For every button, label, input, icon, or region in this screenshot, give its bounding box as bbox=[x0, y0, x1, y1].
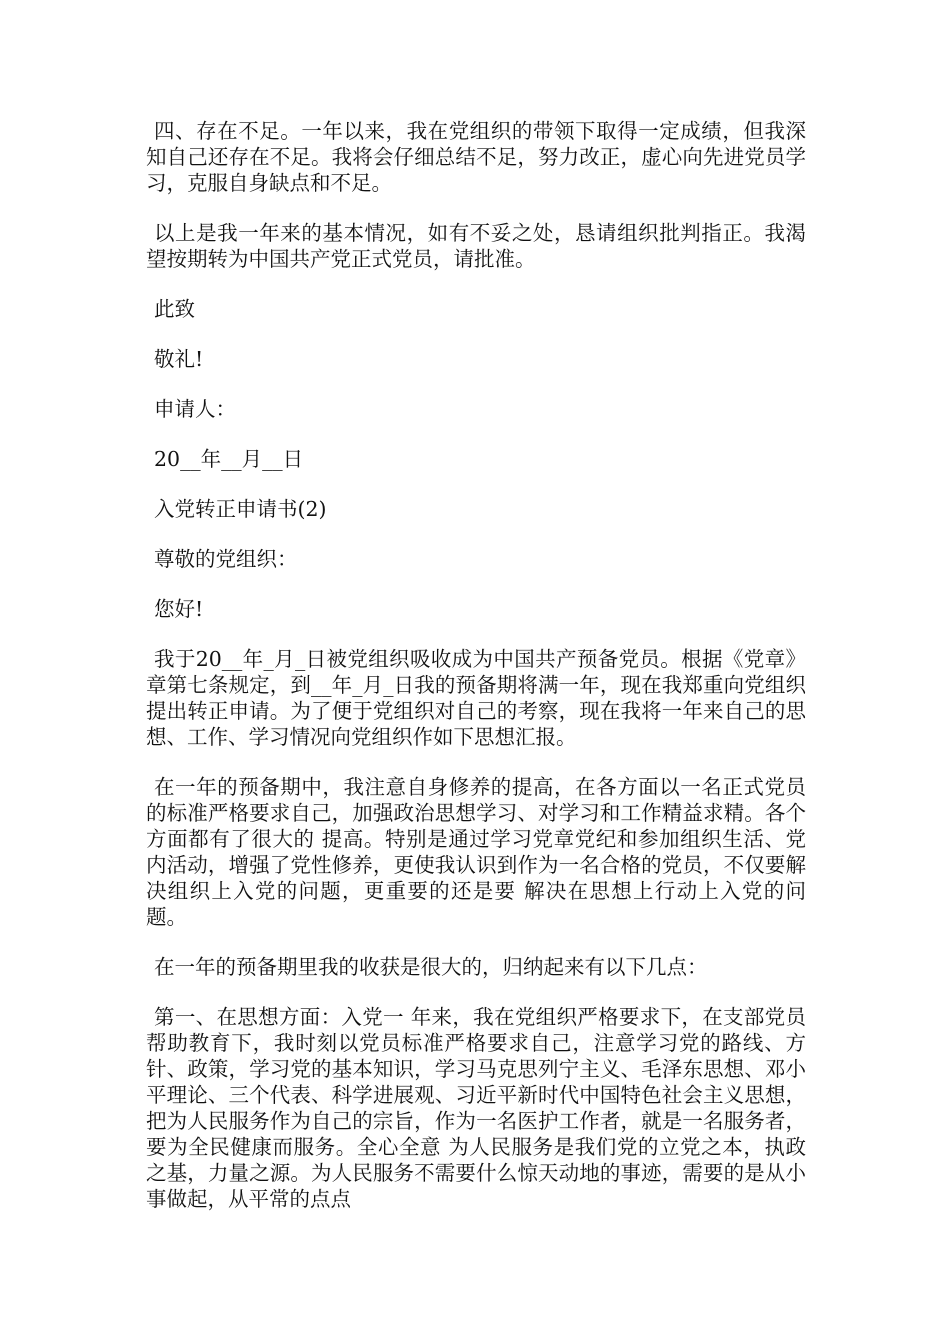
closing-respect: 敬礼! bbox=[154, 347, 204, 371]
paragraph-gains-intro: 在一年的预备期里我的收获是很大的，归纳起来有以下几点： bbox=[154, 955, 708, 979]
document-page bbox=[146, 118, 806, 1236]
date-line: 20__年__月__日 bbox=[154, 447, 304, 471]
paragraph-introduction: 我于20__年_月_日被党组织吸收成为中国共产预备党员。根据《党章》章第七条规定，到__年_月_日我的预备期将满一年，现在我郑重向党组织提出转正申请。为了便于党组织对自己的考察，现在我将一年来自己的思想、工作、学习情况向党组织作如下思想汇报。 bbox=[146, 647, 806, 749]
greeting-hello: 您好! bbox=[154, 597, 204, 621]
section-title: 入党转正申请书(2) bbox=[154, 497, 327, 521]
applicant-label: 申请人： bbox=[154, 397, 236, 421]
paragraph-summary-request: 以上是我一年来的基本情况，如有不妥之处，恳请组织批判指正。我渴望按期转为中国共产党正式党员，请批准。 bbox=[146, 221, 806, 271]
closing-salutation: 此致 bbox=[154, 297, 195, 321]
paragraph-shortcomings: 四、存在不足。一年以来，我在党组织的带领下取得一定成绩，但我深知自己还存在不足。我将会仔细总结不足，努力改正，虚心向先进党员学习，克服自身缺点和不足。 bbox=[146, 119, 806, 195]
greeting-addressee: 尊敬的党组织： bbox=[154, 547, 298, 571]
paragraph-ideology: 第一、在思想方面：入党一 年来，我在党组织严格要求下，在支部党员帮助教育下，我时刻以党员标准严格要求自己，注意学习党的路线、方针、政策，学习党的基本知识，学习马克思列宁主义、毛泽东思想、邓小平理论、三个代表、科学进展观、习近平新时代中国特色社会主义思想，把为人民服务作为自己的宗旨，作为一名医护工作者，就是一名服务者，要为全民健康而服务。全心全意 为人民服务是我们党的立党之本，执政之基，力量之源。为人民服务不需要什么惊天动地的事迹，需要的是从小事做起，从平常的点点 bbox=[146, 1005, 806, 1211]
paragraph-probation-summary: 在一年的预备期中，我注意自身修养的提高，在各方面以一名正式党员的标准严格要求自己，加强政治思想学习、对学习和工作精益求精。各个方面都有了很大的 提高。特别是通过学习党章党纪和参加组织生活、党内活动，增强了党性修养，更使我认识到作为一名合格的党员，不仅要解决组织上入党的问题，更重要的还是要 解决在思想上行动上入党的问题。 bbox=[146, 775, 806, 929]
